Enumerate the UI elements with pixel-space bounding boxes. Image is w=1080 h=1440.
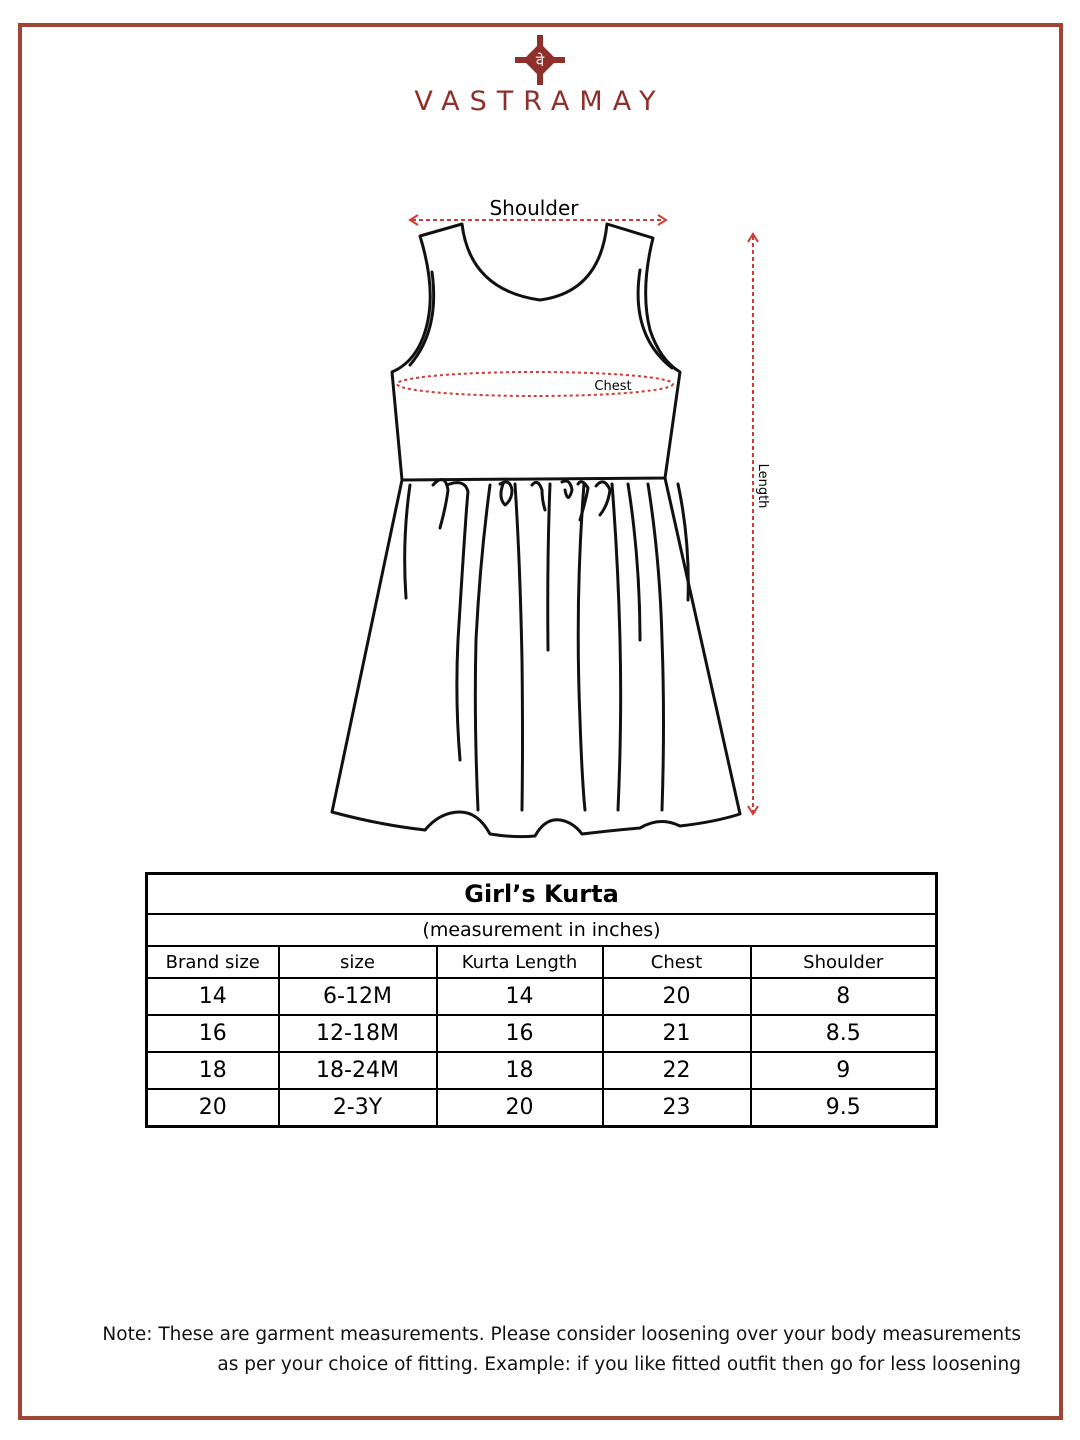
length-label: Length xyxy=(755,463,770,509)
table-header-row xyxy=(147,946,937,978)
cell-size: 18-24M xyxy=(279,1052,437,1089)
cell-kurta-length: 14 xyxy=(437,978,603,1015)
cell-size: 2-3Y xyxy=(279,1089,437,1127)
measurement-note xyxy=(40,1320,1021,1380)
cell-size: 12-18M xyxy=(279,1015,437,1052)
note-line-1: Note: These are garment measurements. Please consider loosening over your body measurements xyxy=(102,1324,1021,1345)
brand-name: VASTRAMAY xyxy=(414,86,666,117)
cell-brand-size: 20 xyxy=(147,1089,279,1127)
header-brand-size: Brand size xyxy=(147,946,279,978)
chest-label: Chest xyxy=(594,379,632,394)
cell-chest: 23 xyxy=(603,1089,751,1127)
table-subtitle: (measurement in inches) xyxy=(147,914,937,946)
cell-shoulder: 8.5 xyxy=(751,1015,937,1052)
bodice-outline xyxy=(392,224,680,480)
cell-size: 6-12M xyxy=(279,978,437,1015)
header-kurta-length: Kurta Length xyxy=(437,946,603,978)
cell-kurta-length: 18 xyxy=(437,1052,603,1089)
header-chest: Chest xyxy=(603,946,751,978)
table-row xyxy=(147,978,937,1015)
skirt-outline xyxy=(332,478,740,837)
header-shoulder: Shoulder xyxy=(751,946,937,978)
header-size: size xyxy=(279,946,437,978)
cell-shoulder: 9.5 xyxy=(751,1089,937,1127)
cell-chest: 21 xyxy=(603,1015,751,1052)
cell-shoulder: 8 xyxy=(751,978,937,1015)
size-chart-table xyxy=(145,872,938,1128)
table-row xyxy=(147,1089,937,1127)
note-line-2: as per your choice of fitting. Example: if you like fitted outfit then go for less loosening xyxy=(217,1354,1021,1375)
cell-brand-size: 18 xyxy=(147,1052,279,1089)
table-row xyxy=(147,1015,937,1052)
cell-kurta-length: 16 xyxy=(437,1015,603,1052)
cell-brand-size: 14 xyxy=(147,978,279,1015)
cell-kurta-length: 20 xyxy=(437,1089,603,1127)
cell-chest: 20 xyxy=(603,978,751,1015)
table-title: Girl’s Kurta xyxy=(147,874,937,915)
cell-shoulder: 9 xyxy=(751,1052,937,1089)
cell-chest: 22 xyxy=(603,1052,751,1089)
cell-brand-size: 16 xyxy=(147,1015,279,1052)
logo-glyph: वे xyxy=(535,52,545,70)
shoulder-label: Shoulder xyxy=(489,196,579,220)
table-row xyxy=(147,1052,937,1089)
